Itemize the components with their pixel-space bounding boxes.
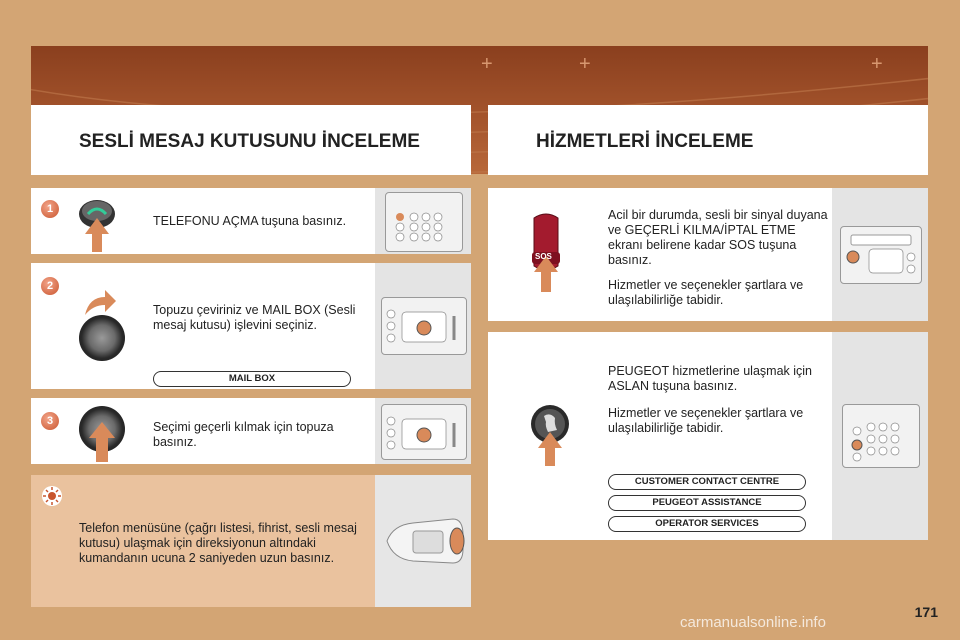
phone-pickup-button-icon [77, 194, 117, 252]
page-number: 171 [914, 604, 938, 620]
step-1-thumbnail [375, 188, 471, 254]
right-title-box [488, 105, 928, 175]
step-2-text: Topuzu çeviriniz ve MAIL BOX (Sesli mesaj kutusu) işlevini seçiniz. [153, 303, 356, 332]
right-section-title: HİZMETLERİ İNCELEME [536, 131, 754, 152]
keypad-panel-image [385, 192, 463, 252]
step-2-row [31, 263, 471, 389]
mail-box-label: MAIL BOX [153, 371, 351, 387]
step-3-thumbnail [375, 398, 471, 464]
tip-lightbulb-icon [41, 485, 63, 507]
step-3-text: Seçimi geçerli kılmak için topuza basınız. [153, 420, 334, 449]
peugeot-conditions-text: Hizmetler ve seçenekler şartlara ve ulaşılabilirliğe tabidir. [608, 406, 804, 435]
sos-row [488, 188, 928, 321]
svg-text:+: + [579, 53, 591, 75]
step-2-badge: 2 [41, 277, 59, 295]
step-3-row [31, 398, 471, 464]
step-1-text: TELEFONU AÇMA tuşuna basınız. [153, 214, 347, 228]
steering-stalk-image [383, 505, 465, 575]
step-2-thumbnail [375, 263, 471, 389]
rotary-knob-icon [79, 315, 125, 361]
left-title-box [31, 105, 471, 175]
peugeot-assistance-label: PEUGEOT ASSISTANCE [608, 495, 806, 511]
keypad-panel-image [842, 404, 920, 468]
peugeot-row [488, 332, 928, 540]
peugeot-text: PEUGEOT hizmetlerine ulaşmak için ASLAN tuşuna basınız. [608, 364, 813, 393]
svg-text:+: + [871, 53, 883, 75]
radio-panel-image [381, 297, 467, 355]
lion-button-icon [530, 404, 570, 466]
tip-thumbnail [375, 475, 471, 607]
operator-services-label: OPERATOR SERVICES [608, 516, 806, 532]
radio-panel-image [381, 404, 467, 460]
step-3-badge: 3 [41, 412, 59, 430]
svg-text:+: + [481, 53, 493, 75]
rotate-arrow-icon [83, 289, 117, 317]
press-arrow-icon [89, 422, 115, 462]
sos-thumbnail [832, 188, 928, 321]
sos-conditions-text: Hizmetler ve seçenekler şartlara ve ulaşılabilirliğe tabidir. [608, 278, 804, 307]
sos-button-label: SOS [535, 252, 552, 261]
watermark: carmanualsonline.info [680, 614, 826, 631]
customer-contact-centre-label: CUSTOMER CONTACT CENTRE [608, 474, 806, 490]
peugeot-thumbnail [832, 332, 928, 540]
sos-text: Acil bir durumda, sesli bir sinyal duyana ve GEÇERLİ KILMA/İPTAL ETME ekranı belirene kadar SOS tuşuna basınız. [608, 208, 828, 267]
step-1-badge: 1 [41, 200, 59, 218]
radio-panel-image [840, 226, 922, 284]
step-1-row [31, 188, 471, 254]
tip-box [31, 475, 471, 607]
left-section-title: SESLİ MESAJ KUTUSUNU İNCELEME [79, 131, 420, 152]
tip-text: Telefon menüsüne (çağrı listesi, fihrist, sesli mesaj kutusu) ulaşmak için direksiyonun altındaki kumandanın ucuna 2 saniyeden uzun basınız. [79, 521, 357, 565]
